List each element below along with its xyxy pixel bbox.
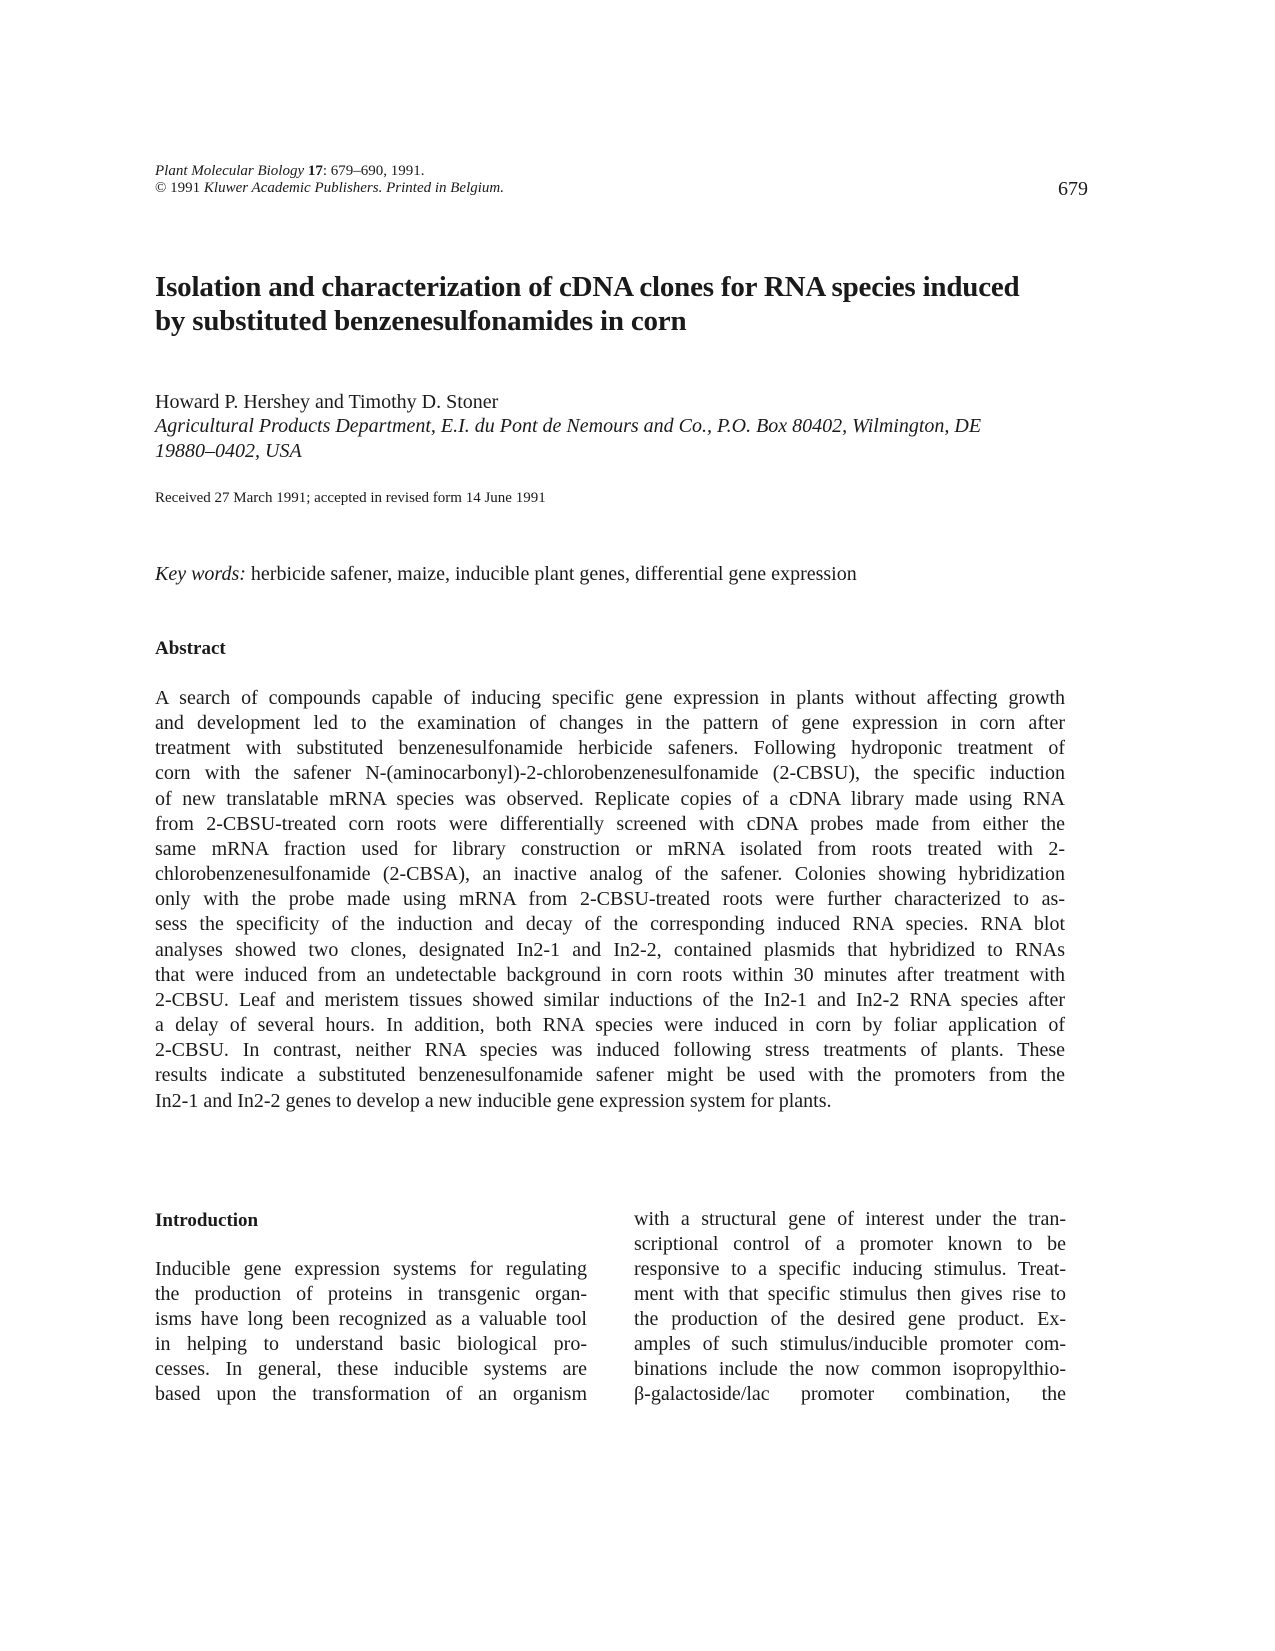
title-line: by substituted benzenesulfonamides in corn	[155, 305, 687, 337]
text-line: sess the specificity of the induction and decay of the corresponding induced RNA species. RNA blot	[155, 913, 1065, 936]
text-line: responsive to a specific inducing stimulus. Treat-	[634, 1258, 1066, 1280]
introduction-right-column	[634, 1207, 1066, 1407]
text-line: of new translatable mRNA species was observed. Replicate copies of a cDNA library made using RNA	[155, 787, 1065, 810]
text-line: and development led to the examination of changes in the pattern of gene expression in corn after	[155, 712, 1065, 735]
text-line: the production of the desired gene product. Ex-	[634, 1308, 1066, 1330]
text-line: treatment with substituted benzenesulfonamide herbicide safeners. Following hydroponic treatment of	[155, 737, 1065, 760]
text-line: binations include the now common isopropylthio-	[634, 1358, 1066, 1380]
text-line: in helping to understand basic biological pro-	[155, 1333, 587, 1355]
introduction-heading: Introduction	[155, 1210, 259, 1231]
text-line: the production of proteins in transgenic organ-	[155, 1283, 587, 1305]
text-line: that were induced from an undetectable background in corn roots within 30 minutes after treatment with	[155, 963, 1065, 986]
text-line: based upon the transformation of an organism	[155, 1383, 587, 1405]
paper-title	[155, 270, 1085, 338]
introduction-left-column	[155, 1257, 587, 1407]
text-line: corn with the safener N-(aminocarbonyl)-2-chlorobenzenesulfonamide (2-CBSU), the specific induction	[155, 762, 1065, 785]
text-line: In2-1 and In2-2 genes to develop a new inducible gene expression system for plants.	[155, 1089, 832, 1112]
text-line: same mRNA fraction used for library construction or mRNA isolated from roots treated with 2-	[155, 837, 1065, 860]
journal-citation	[155, 163, 425, 180]
text-line: a delay of several hours. In addition, both RNA species were induced in corn by foliar application of	[155, 1014, 1065, 1037]
keywords-label: Key words:	[155, 563, 246, 585]
affiliation	[155, 414, 1075, 464]
keywords	[155, 562, 857, 586]
text-line: only with the probe made using mRNA from 2-CBSU-treated roots were further characterized to as-	[155, 888, 1065, 911]
text-line: from 2-CBSU-treated corn roots were differentially screened with cDNA probes made from either the	[155, 812, 1065, 835]
text-line: 2-CBSU. Leaf and meristem tissues showed similar inductions of the In2-1 and In2-2 RNA species after	[155, 988, 1065, 1011]
text-line: amples of such stimulus/inducible promoter com-	[634, 1333, 1066, 1355]
copyright-line	[155, 180, 504, 197]
text-line: cesses. In general, these inducible systems are	[155, 1358, 587, 1380]
text-line: analyses showed two clones, designated In2-1 and In2-2, contained plasmids that hybridized to RNAs	[155, 938, 1065, 961]
journal-name: Plant Molecular Biology	[155, 163, 305, 179]
authors: Howard P. Hershey and Timothy D. Stoner	[155, 391, 499, 413]
received-dates: Received 27 March 1991; accepted in revised form 14 June 1991	[155, 490, 546, 506]
text-line: A search of compounds capable of inducing specific gene expression in plants without affecting growth	[155, 687, 1065, 709]
text-line: isms have long been recognized as a valuable tool	[155, 1308, 587, 1330]
text-line: with a structural gene of interest under the tran-	[634, 1208, 1066, 1230]
text-line: scriptional control of a promoter known to be	[634, 1233, 1066, 1255]
copyright-year: © 1991	[155, 180, 201, 196]
affiliation-line: 19880–0402, USA	[155, 440, 302, 462]
affiliation-line: Agricultural Products Department, E.I. du Pont de Nemours and Co., P.O. Box 80402, Wilmington, DE	[155, 415, 982, 437]
abstract-body	[155, 686, 1065, 1114]
text-line: ment with that specific stimulus then gives rise to	[634, 1283, 1066, 1305]
journal-volume: 17	[307, 163, 323, 179]
keywords-text: herbicide safener, maize, inducible plant genes, differential gene expression	[245, 563, 857, 585]
abstract-heading: Abstract	[155, 638, 226, 659]
text-line: 2-CBSU. In contrast, neither RNA species was induced following stress treatments of plants. These	[155, 1039, 1065, 1062]
text-line: chlorobenzenesulfonamide (2-CBSA), an inactive analog of the safener. Colonies showing hybridization	[155, 863, 1065, 886]
page-number: 679	[1058, 178, 1088, 200]
title-line: Isolation and characterization of cDNA clones for RNA species induced	[155, 271, 1020, 303]
text-line: β-galactoside/lac promoter combination, the	[634, 1383, 1066, 1405]
publisher: Kluwer Academic Publishers. Printed in Belgium.	[203, 180, 505, 196]
text-line: Inducible gene expression systems for regulating	[155, 1258, 587, 1280]
journal-pages-year: : 679–690, 1991.	[322, 163, 425, 179]
text-line: results indicate a substituted benzenesulfonamide safener might be used with the promoters from the	[155, 1064, 1065, 1087]
